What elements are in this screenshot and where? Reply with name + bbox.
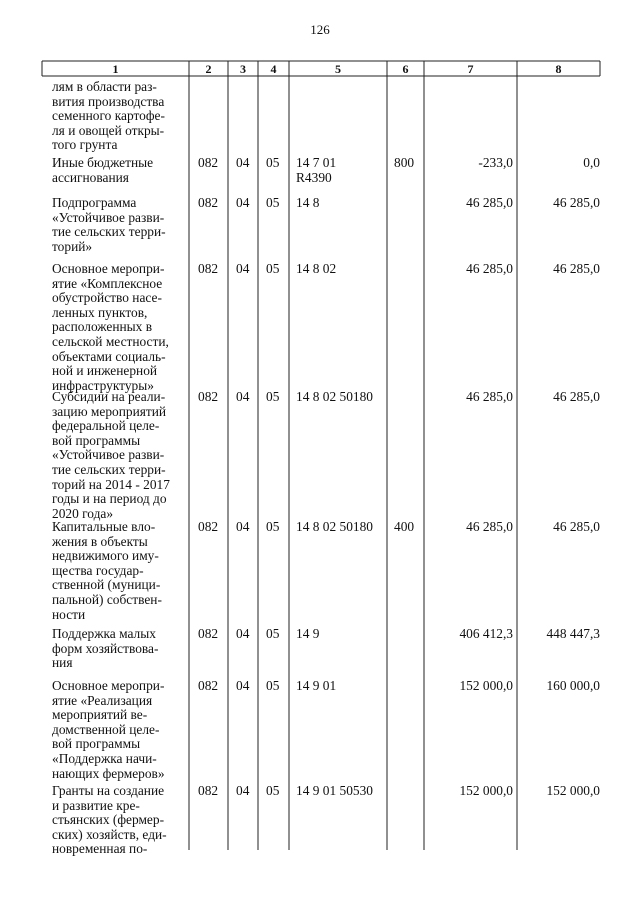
row-1-sum1: -233,0: [478, 155, 513, 170]
row-1-sum2: 0,0: [583, 155, 600, 170]
row-0-name: лям в области раз- вития производства семенного картофе- ля и овощей откры- того грунта: [52, 79, 165, 153]
row-2-csr: 14 8: [296, 195, 320, 210]
row-5-sum1: 46 285,0: [466, 519, 513, 534]
row-1-vr: 800: [394, 155, 415, 170]
column-header-6: 6: [402, 62, 409, 76]
row-2-pr: 05: [266, 195, 280, 210]
row-1-csr: 14 7 01 R4390: [296, 155, 337, 185]
row-6-sum2: 448 447,3: [546, 626, 600, 641]
row-8-sum2: 152 000,0: [546, 783, 600, 798]
row-3-name: Основное меропри- ятие «Комплексное обустройство насе- ленных пунктов, расположенных в сельской местности, объектами социаль- ной и инженерной инфраструктуры»: [52, 261, 169, 393]
row-7-rz: 04: [236, 678, 250, 693]
row-7-csr: 14 9 01: [296, 678, 337, 693]
column-header-5: 5: [335, 62, 341, 76]
row-4-sum2: 46 285,0: [553, 389, 600, 404]
row-3-csr: 14 8 02: [296, 261, 337, 276]
row-5-rz: 04: [236, 519, 250, 534]
row-6-rz: 04: [236, 626, 250, 641]
row-7-pr: 05: [266, 678, 280, 693]
row-4-rz: 04: [236, 389, 250, 404]
row-3-rz: 04: [236, 261, 250, 276]
row-6-csr: 14 9: [296, 626, 320, 641]
column-header-4: 4: [270, 62, 277, 76]
page-number: 126: [310, 22, 330, 37]
row-5-csr: 14 8 02 50180: [296, 519, 373, 534]
row-3-pr: 05: [266, 261, 280, 276]
row-2-gr: 082: [198, 195, 219, 210]
column-header-3: 3: [240, 62, 246, 76]
row-1-rz: 04: [236, 155, 250, 170]
row-8-csr: 14 9 01 50530: [296, 783, 373, 798]
row-2-name: Подпрограмма «Устойчивое разви- тие сельских терри- торий»: [52, 195, 166, 254]
row-6-gr: 082: [198, 626, 219, 641]
row-4-gr: 082: [198, 389, 219, 404]
row-8-name: Гранты на создание и развитие кре- стьянских (фермер- ских) хозяйств, еди- новременная по-: [52, 783, 167, 857]
row-1-pr: 05: [266, 155, 280, 170]
row-7-name: Основное меропри- ятие «Реализация мероприятий ве- домственной целе- вой программы «Поддержка начи- нающих фермеров»: [52, 678, 165, 781]
row-3-sum2: 46 285,0: [553, 261, 600, 276]
row-5-gr: 082: [198, 519, 219, 534]
row-8-rz: 04: [236, 783, 250, 798]
row-8-pr: 05: [266, 783, 280, 798]
row-3-sum1: 46 285,0: [466, 261, 513, 276]
row-7-gr: 082: [198, 678, 219, 693]
row-2-sum1: 46 285,0: [466, 195, 513, 210]
row-2-rz: 04: [236, 195, 250, 210]
row-5-pr: 05: [266, 519, 280, 534]
column-header-8: 8: [555, 62, 562, 76]
row-5-sum2: 46 285,0: [553, 519, 600, 534]
row-4-csr: 14 8 02 50180: [296, 389, 373, 404]
row-4-pr: 05: [266, 389, 280, 404]
column-header-1: 1: [112, 62, 119, 76]
row-1-gr: 082: [198, 155, 219, 170]
row-1-name: Иные бюджетные ассигнования: [52, 155, 154, 185]
row-8-gr: 082: [198, 783, 219, 798]
row-2-sum2: 46 285,0: [553, 195, 600, 210]
column-header-2: 2: [205, 62, 212, 76]
row-7-sum2: 160 000,0: [546, 678, 600, 693]
row-4-name: Субсидии на реали- зацию мероприятий федеральной целе- вой программы «Устойчивое разви- тие сельских терри- торий на 2014 - 2017 годы и на период до 2020 года»: [52, 389, 170, 521]
row-3-gr: 082: [198, 261, 219, 276]
row-7-sum1: 152 000,0: [459, 678, 513, 693]
row-5-name: Капитальные вло- жения в объекты недвижимого иму- щества государ- ственной (муници- пальной) собствен- ности: [52, 519, 162, 622]
row-6-pr: 05: [266, 626, 280, 641]
row-5-vr: 400: [394, 519, 415, 534]
row-4-sum1: 46 285,0: [466, 389, 513, 404]
row-6-sum1: 406 412,3: [459, 626, 513, 641]
row-8-sum1: 152 000,0: [459, 783, 513, 798]
row-6-name: Поддержка малых форм хозяйствова- ния: [52, 626, 159, 671]
column-header-7: 7: [467, 62, 474, 76]
